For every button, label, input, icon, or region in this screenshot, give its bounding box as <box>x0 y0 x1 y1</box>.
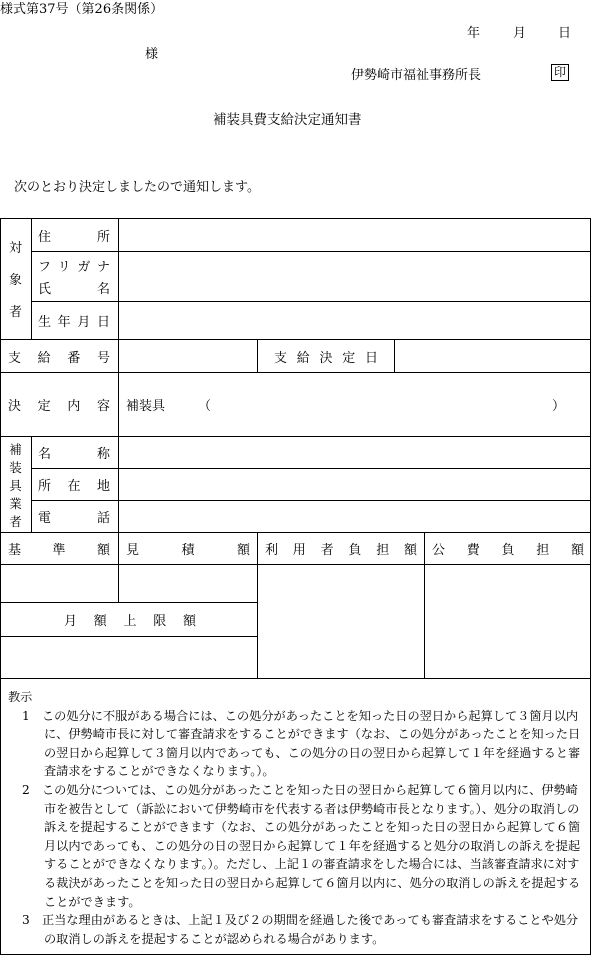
user-burden-label: 利 用 者 負 担 額 <box>265 543 417 558</box>
address-label: 住 所 <box>38 229 110 245</box>
note-1: 1 この処分に不服がある場合には、この処分があったことを知った日の翌日から起算して３箇月以内に、伊勢崎市長に対して審査請求をすることができます（なお、この処分があったことを知った日の翌日から起算して３箇月以内であっても、この処分の日の翌日から起算して１年を経過すると審査請求をすることができなくなります。）。 <box>22 708 581 779</box>
notes-heading: 教示 <box>8 690 33 704</box>
intro-text: 次のとおり決定しましたので通知します。 <box>14 180 260 195</box>
issuer-name: 伊勢崎市福祉事務所長 <box>351 68 482 83</box>
public-burden-label: 公 費 負 担 額 <box>432 543 584 558</box>
note-3: 3 正当な理由があるときは、上記１及び２の期間を経過した後であっても審査請求をすることや処分の取消しの訴えを提起することが認められる場合があります。 <box>22 913 579 946</box>
vendor-name-label: 名 称 <box>38 447 110 462</box>
seal-stamp: 印 <box>551 64 569 81</box>
name-label: 氏 名 <box>38 281 110 297</box>
standard-amount-label: 基 準 額 <box>8 543 110 558</box>
date-year: 年 <box>467 26 481 41</box>
estimate-amount-label: 見 積 額 <box>126 543 250 558</box>
document-title: 補装具費支給決定通知書 <box>213 112 362 128</box>
paren-close: ） <box>552 399 566 414</box>
device-label: 補装具 <box>126 399 166 414</box>
birthdate-label: 生 年 月 日 <box>38 315 110 330</box>
vendor-phone-label: 電 話 <box>38 511 110 526</box>
note-2: 2 この処分については、この処分があったことを知った日の翌日から起算して６箇月以内に、伊勢崎市を被告として（訴訟において伊勢崎市を代表する者は伊勢崎市長となります。）、処分の取消しの訴えを提起することができます（なお、この処分があったことを知った日の翌日から起算して６箇月以内であっても、この処分の日の翌日から起算して１年を経過すると処分の取消しの訴えを提起することができなくなります。）。ただし、上記１の審査請求をした場合には、当該審査請求に対する裁決があったことを知った日の翌日から起算して６箇月以内に、処分の取消しの訴えを提起することができます。 <box>22 782 581 909</box>
subject-label: 対 象 者 <box>8 240 22 320</box>
vendor-label: 補 装 具 業 者 <box>9 442 22 529</box>
date-day: 日 <box>558 26 572 41</box>
paren-open: （ <box>198 399 212 414</box>
decision-content-label: 決 定 内 容 <box>8 399 110 414</box>
decision-date-label: 支 給 決 定 日 <box>274 350 378 366</box>
monthly-cap-label: 月 額 上 限 額 <box>64 614 196 629</box>
date-month: 月 <box>513 26 527 41</box>
recipient-suffix: 様 <box>145 47 159 62</box>
form-number: 様式第37号（第26条関係） <box>0 2 164 17</box>
furigana-label: フ リ ガ ナ <box>38 259 110 275</box>
vendor-address-label: 所 在 地 <box>38 479 110 494</box>
payment-number-label: 支 給 番 号 <box>8 350 110 366</box>
instruction-notes <box>8 688 583 948</box>
